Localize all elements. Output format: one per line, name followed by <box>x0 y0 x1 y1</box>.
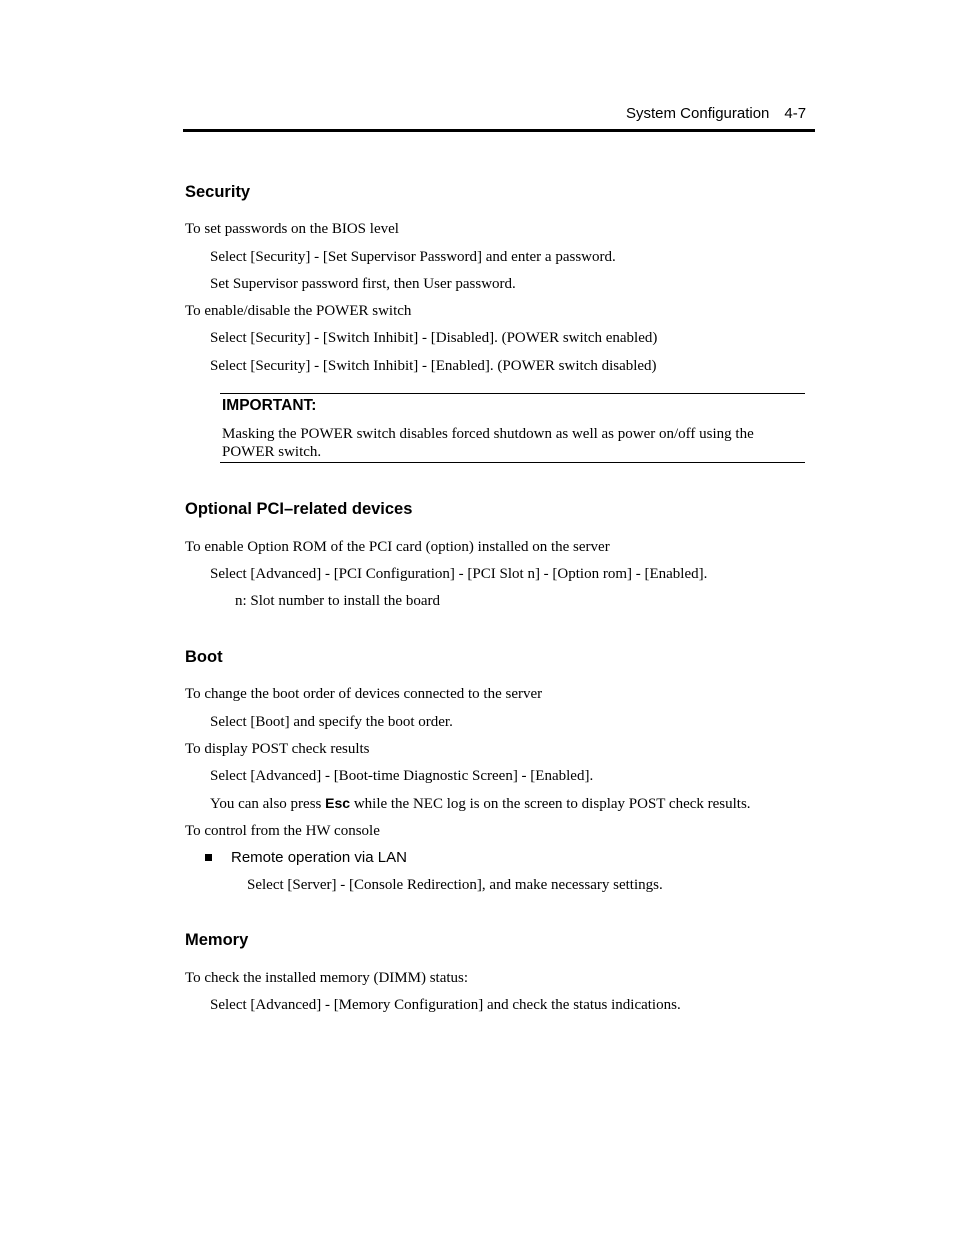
security-heading: Security <box>185 183 251 201</box>
boot-order-intro: To change the boot order of devices connected to the server <box>185 686 543 702</box>
running-header <box>626 105 806 122</box>
esc-key-label: Esc <box>325 795 351 811</box>
page-number: 4-7 <box>784 105 807 122</box>
pci-step1: Select [Advanced] - [PCI Configuration] - [PCI Slot n] - [Option rom] - [Enabled]. <box>210 566 708 582</box>
security-power-step2: Select [Security] - [Switch Inhibit] - [Enabled]. (POWER switch disabled) <box>210 358 657 374</box>
square-bullet-icon <box>205 854 212 861</box>
boot-post-step: Select [Advanced] - [Boot-time Diagnostic Screen] - [Enabled]. <box>210 768 594 784</box>
boot-bullet-label: Remote operation via LAN <box>231 849 407 866</box>
security-power-intro: To enable/disable the POWER switch <box>185 303 412 319</box>
pci-note: n: Slot number to install the board <box>235 593 440 609</box>
security-passwords-step1: Select [Security] - [Set Supervisor Password] and enter a password. <box>210 249 616 265</box>
security-power-step1: Select [Security] - [Switch Inhibit] - [Disabled]. (POWER switch enabled) <box>210 330 658 346</box>
header-rule <box>183 129 815 132</box>
boot-post-tip-before: You can also press <box>210 796 322 812</box>
important-title: IMPORTANT: <box>222 397 317 414</box>
important-body: Masking the POWER switch disables forced shutdown as well as power on/off using the POWER switch. <box>222 426 754 460</box>
boot-post-tip <box>210 794 751 813</box>
memory-heading: Memory <box>185 931 249 949</box>
boot-post-intro: To display POST check results <box>185 741 370 757</box>
boot-heading: Boot <box>185 648 223 666</box>
boot-order-step: Select [Boot] and specify the boot order. <box>210 714 453 730</box>
pci-intro: To enable Option ROM of the PCI card (option) installed on the server <box>185 539 610 555</box>
security-passwords-step2: Set Supervisor password first, then User password. <box>210 276 516 292</box>
pci-heading: Optional PCI–related devices <box>185 500 413 518</box>
memory-intro: To check the installed memory (DIMM) status: <box>185 970 469 986</box>
important-notice <box>220 393 805 463</box>
boot-bullet-step: Select [Server] - [Console Redirection], and make necessary settings. <box>247 877 663 893</box>
security-passwords-intro: To set passwords on the BIOS level <box>185 221 399 237</box>
boot-console-intro: To control from the HW console <box>185 823 380 839</box>
boot-post-tip-after: while the NEC log is on the screen to display POST check results. <box>353 796 751 812</box>
memory-step: Select [Advanced] - [Memory Configuration] and check the status indications. <box>210 997 681 1013</box>
header-section-title: System Configuration <box>626 105 770 122</box>
